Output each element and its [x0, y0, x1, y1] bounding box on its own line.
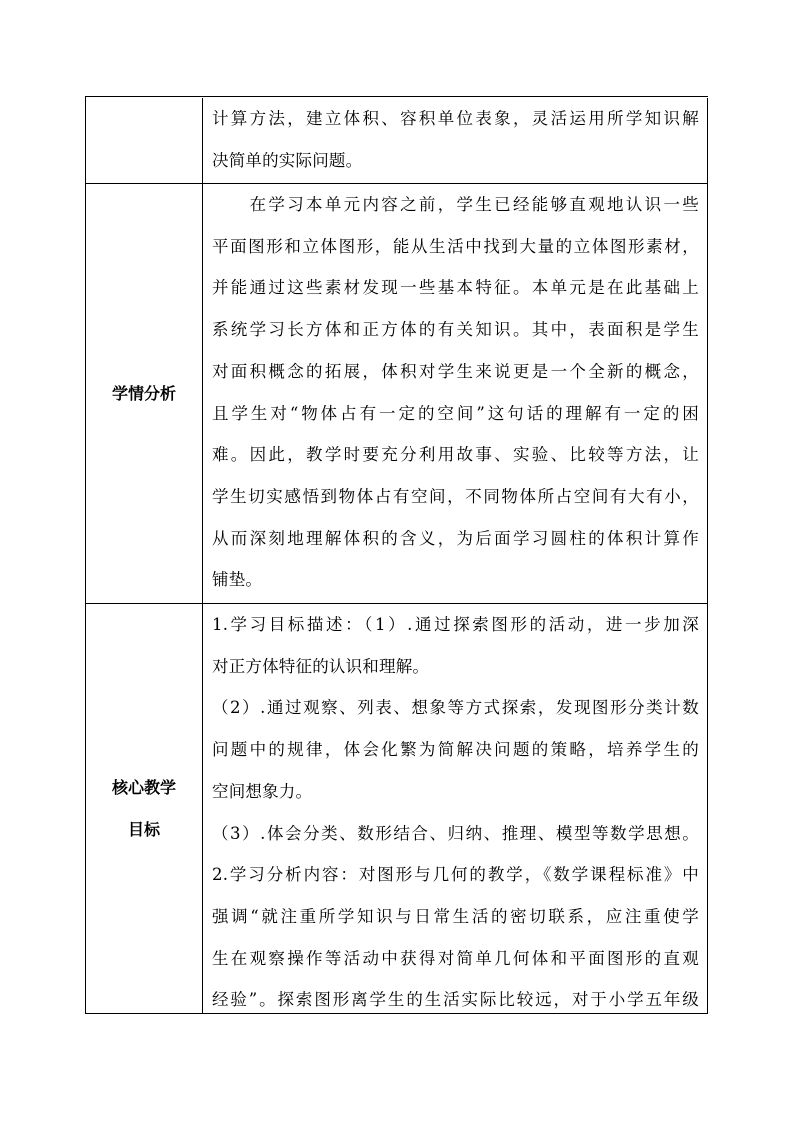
- content-line: 且学生对“物体占有一定的空间”这句话的理解有一定的困: [212, 403, 699, 423]
- content-line: 经验”。探索图形离学生的生活实际比较远，对于小学五年级: [212, 990, 699, 1010]
- content-line: 铺垫。: [212, 570, 263, 590]
- content-line: 从而深刻地理解体积的含义，为后面学习圆柱的体积计算作: [212, 528, 699, 548]
- row-content-learner-analysis: [203, 184, 708, 603]
- content-line: 2.学习分析内容：对图形与几何的教学，《数学课程标准》中: [212, 865, 699, 885]
- content-line: 系统学习长方体和正方体的有关知识。其中，表面积是学生: [212, 320, 699, 340]
- row-label-empty: [86, 98, 203, 183]
- row-content-core-objectives: [203, 604, 708, 1013]
- content-line: 强调“就注重所学知识与日常生活的密切联系，应注重使学: [212, 906, 699, 926]
- content-line: 在学习本单元内容之前，学生已经能够直观地认识一些: [212, 195, 699, 214]
- table-row-core-objectives: [86, 604, 708, 1014]
- content-line: 问题中的规律，体会化繁为简解决问题的策略，培养学生的: [212, 740, 699, 760]
- content-line: 对正方体特征的认识和理解。: [212, 656, 430, 676]
- content-line: 计算方法，建立体积、容积单位表象，灵活运用所学知识解: [212, 109, 699, 128]
- row-label-text: 学情分析: [111, 383, 176, 403]
- content-line: 难。因此，教学时要充分利用故事、实验、比较等方法，让: [212, 445, 699, 465]
- lesson-plan-table: [85, 96, 708, 1014]
- table-row-intro: [86, 97, 708, 184]
- content-line: 对面积概念的拓展，体积对学生来说更是一个全新的概念，: [212, 361, 699, 381]
- content-line: （2）.通过观察、列表、想象等方式探索，发现图形分类计数: [212, 698, 699, 718]
- row-label-learner-analysis: [86, 184, 203, 603]
- content-line: 空间想象力。: [212, 781, 313, 801]
- row-label-text: 核心教学: [111, 777, 176, 797]
- content-line: 决简单的实际问题。: [212, 150, 363, 170]
- row-content-intro: [203, 98, 708, 183]
- row-label-core-objectives: [86, 604, 203, 1013]
- content-line: 平面图形和立体图形，能从生活中找到大量的立体图形素材，: [212, 236, 699, 256]
- content-line: 并能通过这些素材发现一些基本特征。本单元是在此基础上: [212, 278, 699, 298]
- row-label-text: 目标: [127, 819, 160, 839]
- content-line: 学生切实感悟到物体占有空间，不同物体所占空间有大有小，: [212, 486, 699, 506]
- table-row-learner-analysis: [86, 184, 708, 604]
- content-line: 1.学习目标描述：（1）.通过探索图形的活动，进一步加深: [212, 615, 699, 634]
- content-line: 生在观察操作等活动中获得对简单几何体和平面图形的直观: [212, 948, 699, 968]
- content-line: （3）.体会分类、数形结合、归纳、推理、模型等数学思想。: [212, 823, 699, 843]
